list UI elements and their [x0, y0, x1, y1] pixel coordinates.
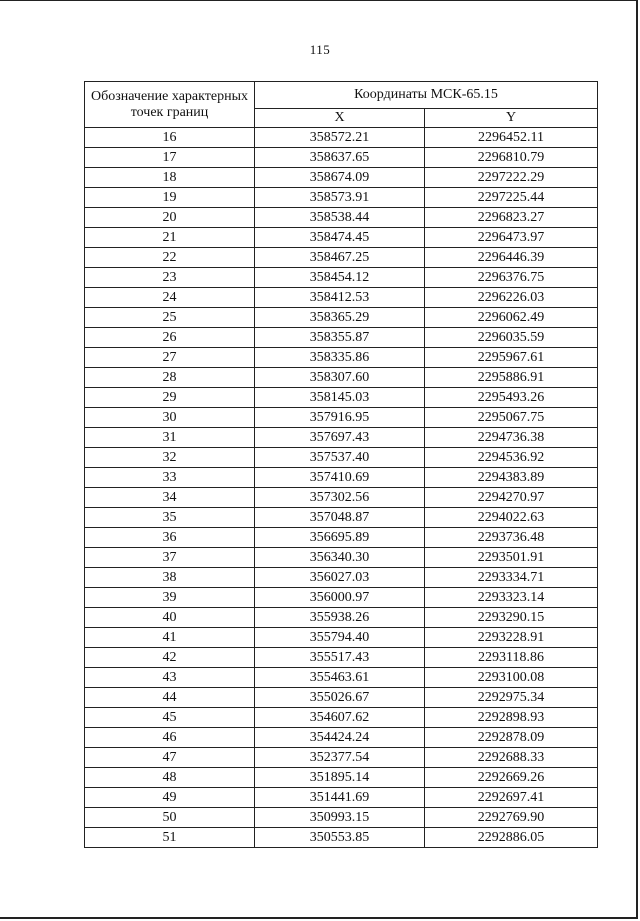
table-row	[85, 588, 598, 608]
point-number-cell: 44	[85, 688, 255, 708]
point-number-cell: 36	[85, 528, 255, 548]
y-coordinate-cell: 2293736.48	[425, 528, 598, 548]
table-row	[85, 188, 598, 208]
table-row	[85, 148, 598, 168]
table-row	[85, 728, 598, 748]
point-number-cell: 27	[85, 348, 255, 368]
x-coordinate-cell: 358637.65	[255, 148, 425, 168]
table-row	[85, 228, 598, 248]
table-row	[85, 828, 598, 848]
table-row	[85, 688, 598, 708]
table-body	[85, 128, 598, 848]
y-coordinate-cell: 2296810.79	[425, 148, 598, 168]
x-coordinate-cell: 357697.43	[255, 428, 425, 448]
y-coordinate-cell: 2294022.63	[425, 508, 598, 528]
x-coordinate-cell: 350993.15	[255, 808, 425, 828]
y-coordinate-cell: 2296446.39	[425, 248, 598, 268]
table-row	[85, 368, 598, 388]
x-coordinate-cell: 355517.43	[255, 648, 425, 668]
x-coordinate-cell: 357916.95	[255, 408, 425, 428]
y-coordinate-cell: 2292898.93	[425, 708, 598, 728]
x-coordinate-cell: 355938.26	[255, 608, 425, 628]
y-coordinate-cell: 2292878.09	[425, 728, 598, 748]
x-coordinate-cell: 358412.53	[255, 288, 425, 308]
point-number-cell: 48	[85, 768, 255, 788]
point-number-cell: 38	[85, 568, 255, 588]
point-number-cell: 40	[85, 608, 255, 628]
x-coordinate-cell: 358335.86	[255, 348, 425, 368]
x-coordinate-cell: 352377.54	[255, 748, 425, 768]
y-coordinate-cell: 2297222.29	[425, 168, 598, 188]
point-number-cell: 23	[85, 268, 255, 288]
point-number-cell: 42	[85, 648, 255, 668]
y-coordinate-cell: 2292669.26	[425, 768, 598, 788]
table-row	[85, 268, 598, 288]
point-number-cell: 51	[85, 828, 255, 848]
point-number-cell: 24	[85, 288, 255, 308]
y-coordinate-cell: 2294383.89	[425, 468, 598, 488]
point-number-cell: 26	[85, 328, 255, 348]
table-row	[85, 528, 598, 548]
point-number-cell: 17	[85, 148, 255, 168]
x-coordinate-cell: 358307.60	[255, 368, 425, 388]
point-designation-header: Обозначение характерных точек границ	[85, 82, 255, 128]
y-coordinate-cell: 2293323.14	[425, 588, 598, 608]
x-coordinate-cell: 355463.61	[255, 668, 425, 688]
point-number-cell: 35	[85, 508, 255, 528]
x-coordinate-cell: 358572.21	[255, 128, 425, 148]
table-row	[85, 808, 598, 828]
x-coordinate-cell: 356340.30	[255, 548, 425, 568]
table-row	[85, 448, 598, 468]
point-number-cell: 37	[85, 548, 255, 568]
y-coordinate-cell: 2296452.11	[425, 128, 598, 148]
point-number-cell: 45	[85, 708, 255, 728]
x-coordinate-cell: 358355.87	[255, 328, 425, 348]
x-coordinate-cell: 357537.40	[255, 448, 425, 468]
point-number-cell: 49	[85, 788, 255, 808]
point-number-cell: 18	[85, 168, 255, 188]
x-coordinate-cell: 358145.03	[255, 388, 425, 408]
y-coordinate-cell: 2295967.61	[425, 348, 598, 368]
x-coordinate-cell: 354424.24	[255, 728, 425, 748]
point-number-cell: 39	[85, 588, 255, 608]
point-number-cell: 25	[85, 308, 255, 328]
x-coordinate-cell: 357302.56	[255, 488, 425, 508]
y-coordinate-cell: 2295067.75	[425, 408, 598, 428]
point-number-cell: 50	[85, 808, 255, 828]
x-coordinate-cell: 358454.12	[255, 268, 425, 288]
y-coordinate-cell: 2292688.33	[425, 748, 598, 768]
x-coordinate-cell: 356000.97	[255, 588, 425, 608]
y-coordinate-cell: 2293228.91	[425, 628, 598, 648]
table-row	[85, 428, 598, 448]
table-row	[85, 668, 598, 688]
table-row	[85, 128, 598, 148]
x-coordinate-cell: 358674.09	[255, 168, 425, 188]
table-row	[85, 748, 598, 768]
y-coordinate-cell: 2296376.75	[425, 268, 598, 288]
point-number-cell: 32	[85, 448, 255, 468]
table-row	[85, 208, 598, 228]
table-row	[85, 468, 598, 488]
table-row	[85, 628, 598, 648]
y-coordinate-cell: 2296473.97	[425, 228, 598, 248]
y-coordinate-cell: 2293334.71	[425, 568, 598, 588]
table-row	[85, 388, 598, 408]
x-coordinate-cell: 355026.67	[255, 688, 425, 708]
point-number-cell: 20	[85, 208, 255, 228]
point-number-cell: 30	[85, 408, 255, 428]
point-number-cell: 34	[85, 488, 255, 508]
table-row	[85, 308, 598, 328]
table-row	[85, 768, 598, 788]
point-number-cell: 28	[85, 368, 255, 388]
point-number-cell: 31	[85, 428, 255, 448]
y-coordinate-cell: 2292886.05	[425, 828, 598, 848]
x-coordinate-cell: 354607.62	[255, 708, 425, 728]
y-coordinate-cell: 2292769.90	[425, 808, 598, 828]
page-number: 115	[309, 42, 331, 57]
x-coordinate-cell: 356027.03	[255, 568, 425, 588]
x-column-header: X	[255, 109, 425, 128]
table-row	[85, 648, 598, 668]
x-coordinate-cell: 350553.85	[255, 828, 425, 848]
table-row	[85, 328, 598, 348]
y-coordinate-cell: 2297225.44	[425, 188, 598, 208]
x-coordinate-cell: 356695.89	[255, 528, 425, 548]
x-coordinate-cell: 357410.69	[255, 468, 425, 488]
point-number-cell: 43	[85, 668, 255, 688]
point-number-cell: 22	[85, 248, 255, 268]
y-coordinate-cell: 2294736.38	[425, 428, 598, 448]
y-coordinate-cell: 2296062.49	[425, 308, 598, 328]
y-coordinate-cell: 2293100.08	[425, 668, 598, 688]
point-number-cell: 46	[85, 728, 255, 748]
y-coordinate-cell: 2296823.27	[425, 208, 598, 228]
y-coordinate-cell: 2295886.91	[425, 368, 598, 388]
x-coordinate-cell: 358365.29	[255, 308, 425, 328]
y-coordinate-cell: 2294536.92	[425, 448, 598, 468]
coordinates-group-header: Координаты МСК-65.15	[255, 82, 598, 109]
table-row	[85, 568, 598, 588]
table-row	[85, 348, 598, 368]
table-row	[85, 548, 598, 568]
y-coordinate-cell: 2294270.97	[425, 488, 598, 508]
x-coordinate-cell: 358467.25	[255, 248, 425, 268]
table-row	[85, 288, 598, 308]
table-row	[85, 408, 598, 428]
point-number-cell: 19	[85, 188, 255, 208]
y-coordinate-cell: 2293118.86	[425, 648, 598, 668]
table-row	[85, 608, 598, 628]
y-coordinate-cell: 2296226.03	[425, 288, 598, 308]
y-coordinate-cell: 2292975.34	[425, 688, 598, 708]
point-number-cell: 16	[85, 128, 255, 148]
x-coordinate-cell: 358474.45	[255, 228, 425, 248]
y-coordinate-cell: 2293290.15	[425, 608, 598, 628]
coordinates-table	[84, 81, 598, 848]
table-row	[85, 488, 598, 508]
x-coordinate-cell: 351441.69	[255, 788, 425, 808]
table-row	[85, 788, 598, 808]
x-coordinate-cell: 351895.14	[255, 768, 425, 788]
point-number-cell: 29	[85, 388, 255, 408]
x-coordinate-cell: 355794.40	[255, 628, 425, 648]
y-coordinate-cell: 2292697.41	[425, 788, 598, 808]
table-row	[85, 248, 598, 268]
y-coordinate-cell: 2296035.59	[425, 328, 598, 348]
x-coordinate-cell: 357048.87	[255, 508, 425, 528]
y-column-header: Y	[425, 109, 598, 128]
x-coordinate-cell: 358538.44	[255, 208, 425, 228]
table-row	[85, 708, 598, 728]
point-number-cell: 33	[85, 468, 255, 488]
point-number-cell: 47	[85, 748, 255, 768]
table-row	[85, 508, 598, 528]
point-number-cell: 41	[85, 628, 255, 648]
table-row	[85, 168, 598, 188]
y-coordinate-cell: 2295493.26	[425, 388, 598, 408]
x-coordinate-cell: 358573.91	[255, 188, 425, 208]
point-number-cell: 21	[85, 228, 255, 248]
y-coordinate-cell: 2293501.91	[425, 548, 598, 568]
